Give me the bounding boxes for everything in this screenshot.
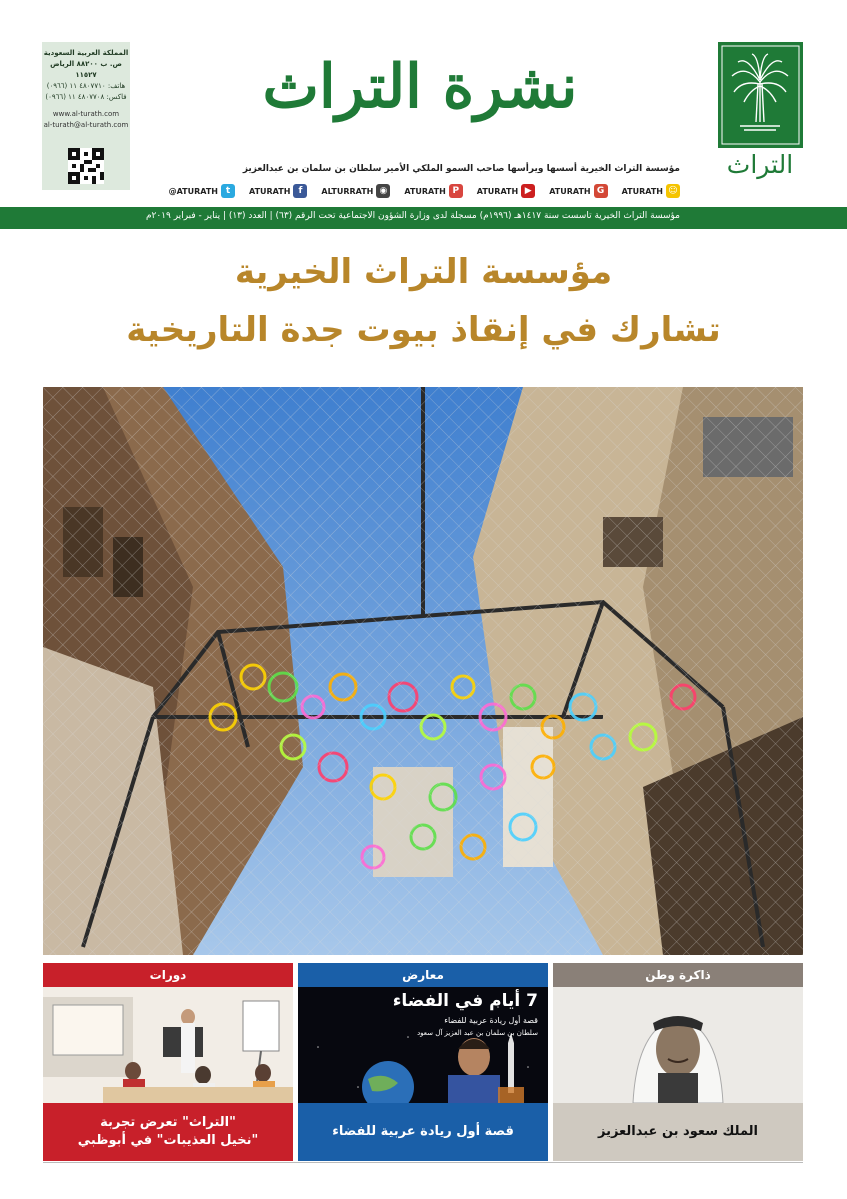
social-snapchat[interactable] [622, 184, 680, 198]
facebook-icon: f [293, 184, 307, 198]
page-bottom-rule [43, 1162, 803, 1163]
social-label: ATURATH [549, 186, 591, 196]
section-label: ذاكرة وطن [553, 963, 803, 987]
social-facebook[interactable] [249, 184, 307, 198]
social-links [150, 184, 680, 198]
section-label: معارض [298, 963, 548, 987]
poster-subtitle: قصة أول ريادة عربية للفضاء [444, 1016, 538, 1025]
masthead-title: نشرة التراث [262, 52, 578, 122]
social-twitter[interactable] [169, 184, 235, 198]
section-exhibitions[interactable] [298, 963, 548, 1161]
instagram-icon: ◉ [376, 184, 390, 198]
exhibitions-poster [298, 987, 548, 1103]
courses-caption-line-1: "التراث" تعرض تجربة [100, 1115, 236, 1130]
social-instagram[interactable] [321, 184, 390, 198]
social-google-plus[interactable] [549, 184, 607, 198]
youtube-icon: ▶ [521, 184, 535, 198]
social-periscope[interactable] [404, 184, 462, 198]
national-memory-caption: الملك سعود بن عبدالعزيز [553, 1103, 803, 1161]
courses-caption-line-2: "نخيل العذيبات" في أبوظبي [77, 1133, 259, 1148]
google-plus-icon: G [594, 184, 608, 198]
social-label: ALTURRATH [321, 186, 374, 196]
contact-fax: فاكس: ٤٨٠٧٧٠٨ ١١ (٠٩٦٦) [45, 93, 127, 101]
social-label: ATURATH [621, 186, 663, 196]
cover-photo [43, 387, 803, 955]
social-label: ATURATH [404, 186, 446, 196]
qr-code-icon[interactable] [68, 148, 104, 184]
periscope-icon: P [449, 184, 463, 198]
king-saud-photo [553, 987, 803, 1103]
contact-phone: هاتف: ٤٨٠٧٧١٠ ١١ (٠٩٦٦) [46, 82, 126, 90]
contact-email[interactable]: al-turath@al-turath.com [43, 121, 129, 129]
social-label: @ATURATH [168, 186, 218, 196]
contact-pobox: ص. ب ٨٨٢٠٠ الرياض ١١٥٢٧ [50, 60, 122, 79]
headline-line-1: مؤسسة التراث الخيرية [234, 252, 613, 292]
exhibitions-caption: قصة أول ريادة عربية للفضاء [298, 1103, 548, 1161]
courses-caption [43, 1103, 293, 1161]
section-label: دورات [43, 963, 293, 987]
contact-box [42, 42, 130, 190]
contact-website[interactable]: www.al-turath.com [52, 110, 120, 118]
contact-country: المملكة العربية السعودية [43, 49, 129, 57]
social-label: ATURATH [249, 186, 291, 196]
headline-line-2: تشارك في إنقاذ بيوت جدة التاريخية [126, 310, 721, 350]
snapchat-icon: ☺ [666, 184, 680, 198]
social-youtube[interactable] [477, 184, 535, 198]
poster-title: 7 أيام في الفضاء [392, 991, 538, 1011]
section-national-memory[interactable] [553, 963, 803, 1161]
palm-tree-icon [718, 42, 803, 148]
section-courses[interactable] [43, 963, 293, 1161]
social-label: ATURATH [476, 186, 519, 196]
poster-credit: سلطان بن سلمان بن عبد العزيز آل سعود [417, 1029, 538, 1037]
logo-wordmark: التراث [726, 150, 794, 179]
tagline: مؤسسة التراث الخيرية أسسها ويرأسها صاحب السمو الملكي الأمير سلطان بن سلمان بن عبدالعزيز [242, 164, 680, 174]
logo-emblem [718, 42, 803, 148]
twitter-icon: t [221, 184, 235, 198]
issue-info: مؤسسة التراث الخيرية تأسست سنة ١٤١٧هـ (١٩٩٦م) مسجلة لدى وزارة الشؤون الاجتماعية تحت الرقم (٦٣) | العدد (١٣) | يناير - فبراير ٢٠١٩م [145, 211, 680, 221]
courses-photo [43, 987, 293, 1103]
